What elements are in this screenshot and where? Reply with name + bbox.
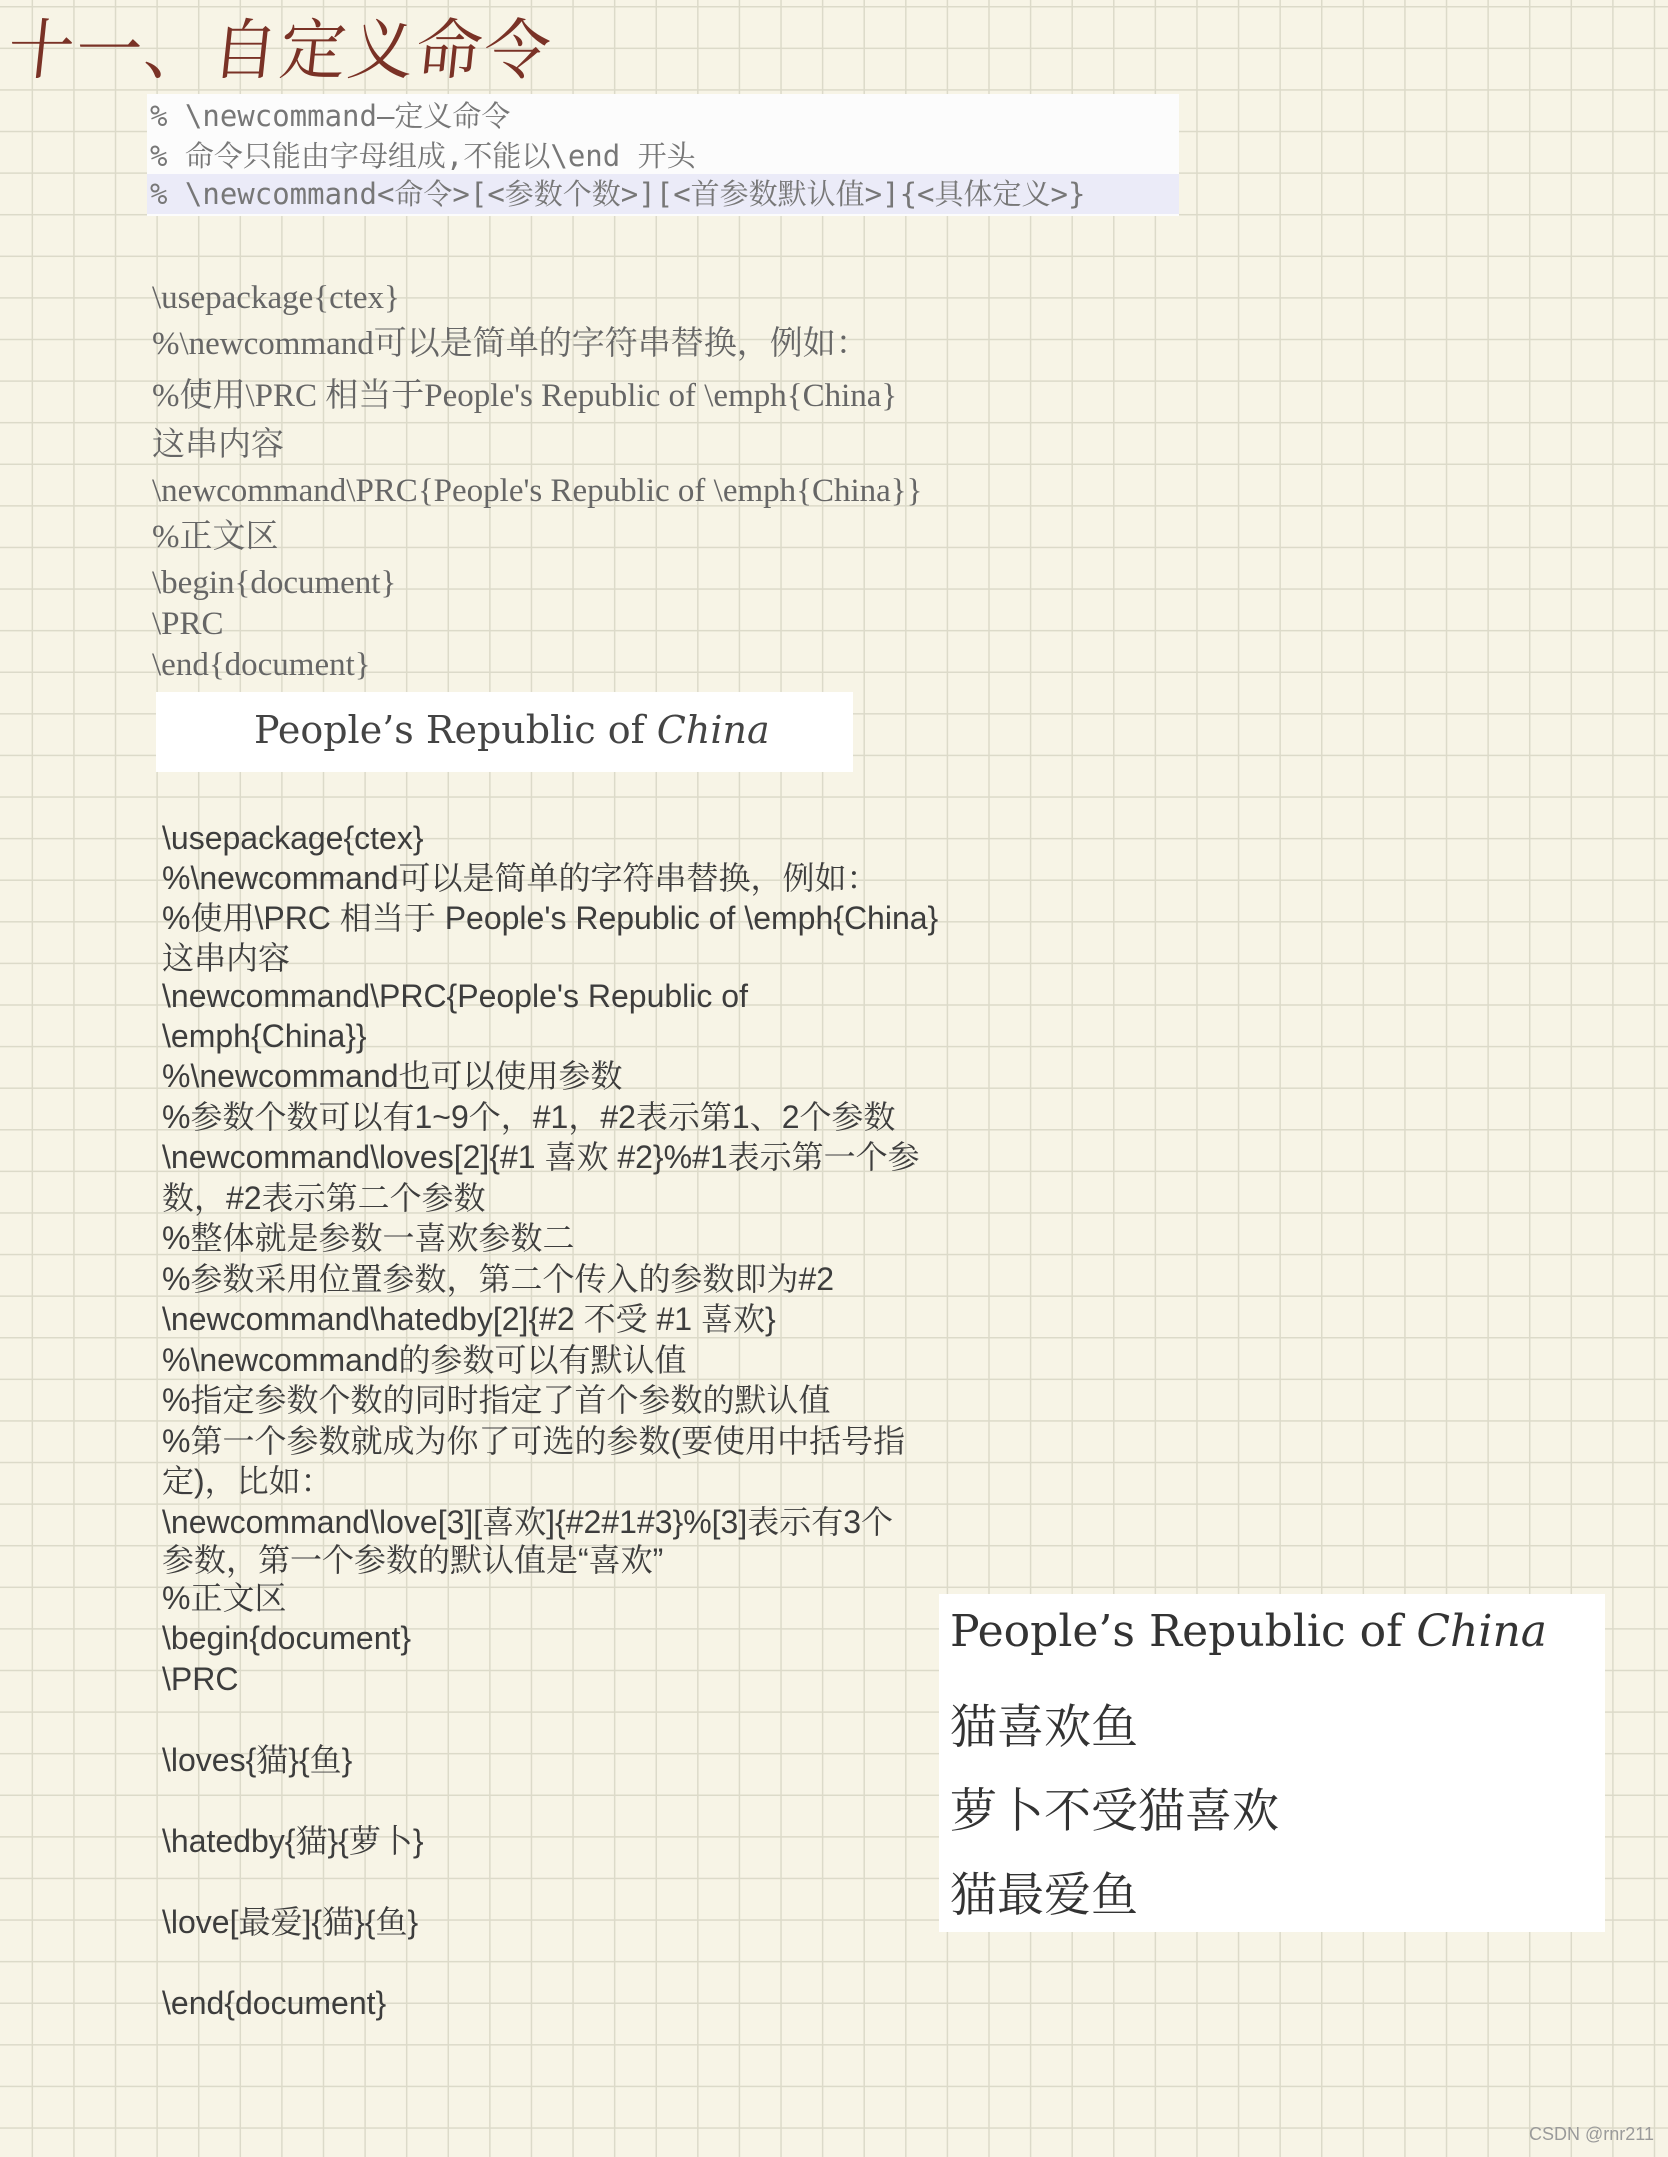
code-line: %\newcommand也可以使用参数	[162, 1058, 623, 1094]
code-line: \newcommand\love[3][喜欢]{#2#1#3}%[3]表示有3个	[162, 1504, 894, 1540]
code-line: %参数采用位置参数，第二个传入的参数即为#2	[162, 1261, 835, 1297]
code-line: \usepackage{ctex}	[162, 820, 424, 856]
code-line: 这串内容	[152, 427, 284, 463]
code-line: 参数，第一个参数的默认值是“喜欢”	[162, 1542, 664, 1578]
code-line: \begin{document}	[162, 1620, 412, 1656]
code-line: %正文区	[162, 1580, 287, 1616]
code-line: %第一个参数就成为你了可选的参数(要使用中括号指	[162, 1423, 906, 1459]
code-line: %参数个数可以有1~9个，#1，#2表示第1、2个参数	[162, 1099, 896, 1135]
output-line: 萝卜不受猫喜欢	[950, 1784, 1279, 1839]
output-prc-line	[950, 1606, 1547, 1657]
code-line: %指定参数个数的同时指定了首个参数的默认值	[162, 1382, 831, 1418]
output-emph-text: China	[656, 708, 770, 752]
code-line: 定)，比如：	[162, 1463, 333, 1499]
example2-output-image	[939, 1594, 1605, 1932]
code-line: \newcommand\PRC{People's Republic of \emph{China}}	[152, 473, 923, 509]
code-line: %使用\PRC 相当于 People's Republic of \emph{China}	[162, 900, 939, 936]
output-line: 猫最爱鱼	[950, 1868, 1138, 1923]
code-comment-line: % \newcommand<命令>[<参数个数>][<首参数默认值>]{<具体定义>}	[147, 174, 1179, 214]
code-line: \newcommand\PRC{People's Republic of	[162, 978, 748, 1014]
output-text	[254, 708, 770, 752]
code-line: \begin{document}	[152, 565, 397, 601]
output-plain-text: People’s Republic of	[950, 1606, 1417, 1657]
code-line: \PRC	[152, 606, 224, 642]
code-line: %\newcommand的参数可以有默认值	[162, 1342, 687, 1378]
example1-output-image	[156, 692, 853, 772]
watermark: CSDN @rnr211	[1529, 2124, 1654, 2144]
code-comment-block	[147, 94, 1179, 216]
code-comment-line: % \newcommand—定义命令	[150, 99, 511, 133]
code-line: \hatedby{猫}{萝卜}	[162, 1823, 424, 1859]
code-line: %\newcommand可以是简单的字符串替换，例如：	[162, 860, 879, 896]
code-line: \love[最爱]{猫}{鱼}	[162, 1904, 419, 1940]
section-heading: 十一、自定义命令	[4, 12, 557, 89]
code-line: %\newcommand可以是简单的字符串替换，例如：	[152, 326, 869, 362]
code-line: %使用\PRC 相当于People's Republic of \emph{China}	[152, 378, 898, 414]
code-line: \end{document}	[152, 647, 371, 683]
code-line: \newcommand\hatedby[2]{#2 不受 #1 喜欢}	[162, 1301, 776, 1337]
code-line: %正文区	[152, 519, 279, 555]
code-line: \end{document}	[162, 1985, 387, 2021]
code-line: \newcommand\loves[2]{#1 喜欢 #2}%#1表示第一个参	[162, 1139, 920, 1175]
output-line: 猫喜欢鱼	[950, 1700, 1138, 1755]
code-comment-line: % 命令只能由字母组成,不能以\end 开头	[150, 139, 696, 173]
code-line: %整体就是参数一喜欢参数二	[162, 1220, 575, 1256]
code-line: \PRC	[162, 1661, 239, 1697]
code-line: \loves{猫}{鱼}	[162, 1742, 353, 1778]
code-line: 这串内容	[162, 940, 291, 976]
code-line: \usepackage{ctex}	[152, 280, 400, 316]
code-line: \emph{China}}	[162, 1018, 367, 1054]
output-plain-text: People’s Republic of	[254, 708, 657, 752]
code-line: 数，#2表示第二个参数	[162, 1180, 486, 1216]
output-emph-text: China	[1416, 1606, 1548, 1657]
